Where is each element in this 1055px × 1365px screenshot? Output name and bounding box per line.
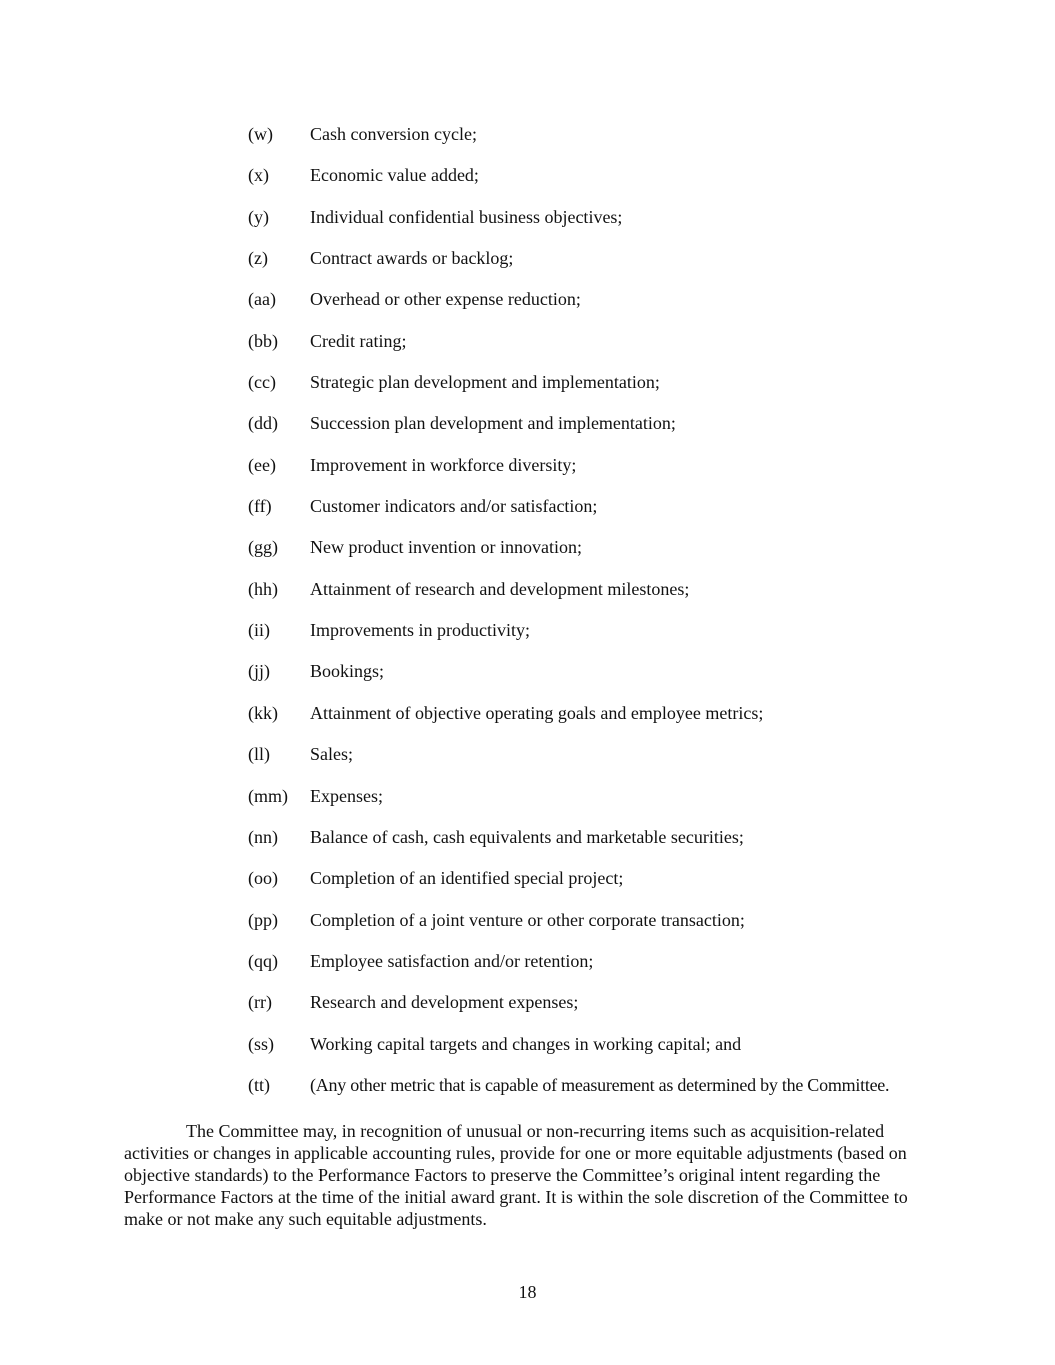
list-item-label: (tt) — [248, 1074, 270, 1095]
list-item-text: Completion of an identified special project; — [310, 868, 624, 889]
list-item-text: Bookings; — [310, 661, 385, 682]
list-item-text: Succession plan development and implementation; — [310, 413, 676, 434]
list-item-text: Cash conversion cycle; — [310, 124, 477, 144]
list-item-label: (mm) — [248, 785, 288, 806]
list-item — [248, 329, 948, 370]
list-item-text: Balance of cash, cash equivalents and marketable securities; — [310, 826, 744, 847]
list-item-label: (nn) — [248, 826, 278, 847]
list-item-text: (Any other metric that is capable of measurement as determined by the Committee. — [310, 1074, 890, 1095]
list-item-label: (dd) — [248, 413, 278, 434]
page-number: 18 — [518, 1282, 537, 1302]
list-item — [248, 287, 948, 328]
list-item-text: Working capital targets and changes in working capital; and — [310, 1033, 742, 1054]
list-item — [248, 205, 948, 246]
list-item-text: Overhead or other expense reduction; — [310, 289, 581, 310]
list-item-label: (z) — [248, 248, 268, 269]
list-item-label: (oo) — [248, 868, 278, 889]
list-item-text: Strategic plan development and implementation; — [310, 372, 660, 393]
list-item-label: (kk) — [248, 702, 278, 723]
list-item-text: Improvement in workforce diversity; — [310, 454, 577, 475]
list-item-label: (pp) — [248, 909, 278, 930]
list-item — [248, 908, 948, 949]
list-item — [248, 577, 948, 618]
list-item-text: Contract awards or backlog; — [310, 248, 514, 269]
list-item-text: Individual confidential business objectives; — [310, 206, 623, 227]
list-item-text: Economic value added; — [310, 165, 479, 186]
list-item-text: Research and development expenses; — [310, 992, 579, 1013]
list-item-text: Attainment of research and development milestones; — [310, 578, 690, 599]
list-item-label: (y) — [248, 206, 269, 227]
list-item-label: (jj) — [248, 661, 270, 682]
list-item — [248, 494, 948, 535]
list-item-label: (ss) — [248, 1033, 274, 1054]
list-item-text: Improvements in productivity; — [310, 620, 530, 641]
list-item — [248, 453, 948, 494]
list-item — [248, 246, 948, 287]
list-item — [248, 825, 948, 866]
list-item-text: Customer indicators and/or satisfaction; — [310, 496, 598, 517]
list-item-text: Employee satisfaction and/or retention; — [310, 950, 594, 971]
list-item-label: (w) — [248, 124, 273, 144]
list-item-text: Sales; — [310, 744, 353, 765]
list-item — [248, 701, 948, 742]
adjustments-paragraph: The Committee may, in recognition of unusual or non-recurring items such as acquisition-related activities or changes in applicable accounting rules, provide for one or more equitable adjustments (based on objective standards) to the Performance Factors to preserve the Committee’s original intent regarding the Performance Factors at the time of the initial award grant. It is within the sole discretion of the Committee to make or not make any such equitable adjustments. — [124, 1121, 908, 1229]
list-item — [248, 949, 948, 990]
list-item-label: (cc) — [248, 372, 276, 393]
list-item — [248, 1032, 948, 1073]
list-item-text: Expenses; — [310, 785, 383, 806]
list-item — [248, 411, 948, 452]
list-item — [248, 1073, 948, 1114]
list-item — [248, 122, 948, 163]
list-item-label: (x) — [248, 165, 269, 186]
list-item-label: (hh) — [248, 578, 278, 599]
list-item — [248, 659, 948, 700]
list-item — [248, 784, 948, 825]
list-item — [248, 535, 948, 576]
list-item-text: Credit rating; — [310, 330, 407, 351]
list-item — [248, 370, 948, 411]
list-item — [248, 866, 948, 907]
list-item-label: (qq) — [248, 950, 278, 971]
list-item-label: (rr) — [248, 992, 272, 1013]
list-item-label: (ii) — [248, 620, 270, 641]
list-item — [248, 618, 948, 659]
list-item-text: New product invention or innovation; — [310, 537, 582, 558]
list-item — [248, 990, 948, 1031]
list-item — [248, 163, 948, 204]
list-item-label: (ff) — [248, 496, 272, 517]
list-item-label: (aa) — [248, 289, 276, 310]
list-item-label: (ee) — [248, 454, 276, 475]
list-item-label: (bb) — [248, 330, 278, 351]
list-item-text: Completion of a joint venture or other corporate transaction; — [310, 909, 745, 930]
list-item-text: Attainment of objective operating goals and employee metrics; — [310, 702, 764, 723]
list-item-label: (ll) — [248, 744, 270, 765]
list-item-label: (gg) — [248, 537, 278, 558]
performance-factors-list — [248, 122, 948, 1114]
list-item — [248, 742, 948, 783]
